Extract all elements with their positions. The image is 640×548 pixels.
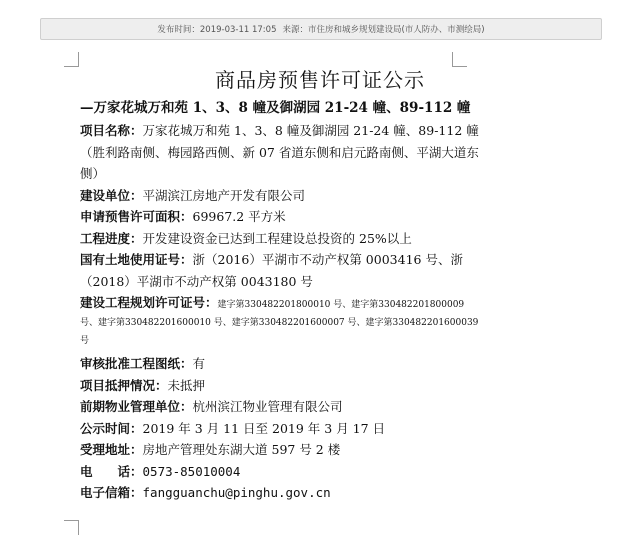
field-label: 建设工程规划许可证号： [80, 295, 218, 310]
document-subtitle: —万家花城万和苑 1、3、8 幢及御湖园 21-24 幢、89-112 幢 [80, 100, 471, 116]
field-phone [80, 461, 480, 483]
field-value: 浙（2016）平湖市不动产权第 0003416 号、浙（2018）平湖市不动产权第 0043180 号 [80, 252, 463, 289]
field-value: 未抵押 [167, 377, 206, 393]
publish-time: 发布时间：2019-03-11 17:05 [157, 25, 277, 35]
announcement-fields [80, 120, 480, 504]
field-label: 项目名称： [80, 123, 143, 138]
field-label: 公示时间： [80, 420, 143, 436]
field-address [80, 439, 480, 461]
field-label: 工程进度： [80, 230, 143, 246]
field-project-name [80, 120, 480, 185]
field-value: 有 [192, 356, 206, 371]
crop-mark-bottom-left [64, 520, 79, 535]
field-publicity-period [80, 418, 480, 440]
field-label: 受理地址： [80, 442, 143, 457]
field-label: 审核批准工程图纸： [80, 356, 193, 371]
document-title: 商品房预售许可证公示 [215, 68, 425, 92]
field-label: 建设单位： [80, 187, 143, 203]
publish-info-bar [40, 18, 602, 40]
field-value: 0573-85010004 [142, 463, 241, 479]
field-value: 房地产管理处东湖大道 597 号 2 楼 [142, 442, 341, 457]
field-label: 申请预售许可面积： [80, 209, 193, 224]
field-label: 国有土地使用证号： [80, 252, 193, 267]
field-label: 电 话： [80, 463, 143, 479]
field-value: 万家花城万和苑 1、3、8 幢及御湖园 21-24 幢、89-112 幢（胜利路南侧、梅园路西侧、新 07 省道东侧和启元路南侧、平湖大道东侧） [80, 123, 479, 181]
field-value: 开发建设资金已达到工程建设总投资的 25%以上 [142, 230, 412, 246]
field-label: 项目抵押情况： [80, 377, 168, 393]
field-label: 前期物业管理单位： [80, 399, 193, 414]
field-developer [80, 185, 480, 207]
field-value: 建字第330482201800010 号、建字第330482201800009 号、建字第330482201600010 号、建字第330482201600007 号、建字第330482201600039 号 [80, 300, 479, 346]
field-value: 69967.2 平方米 [192, 209, 286, 224]
field-mortgage [80, 375, 480, 397]
field-planning-permit [80, 295, 480, 349]
field-presale-area [80, 206, 480, 228]
field-value: 杭州滨江物业管理有限公司 [192, 399, 343, 414]
field-value: 2019 年 3 月 11 日至 2019 年 3 月 17 日 [142, 420, 386, 436]
field-email [80, 482, 480, 504]
field-value: 平湖滨江房地产开发有限公司 [142, 187, 306, 203]
field-drawings-approved [80, 353, 480, 375]
publish-source: 来源：市住房和城乡规划建设局(市人防办、市测绘局) [282, 25, 485, 35]
field-land-certificate [80, 249, 480, 292]
field-label: 电子信箱： [80, 485, 143, 500]
field-progress [80, 228, 480, 250]
field-property-management [80, 396, 480, 418]
email-address: fangguanchu@pinghu.gov.cn [142, 485, 331, 500]
